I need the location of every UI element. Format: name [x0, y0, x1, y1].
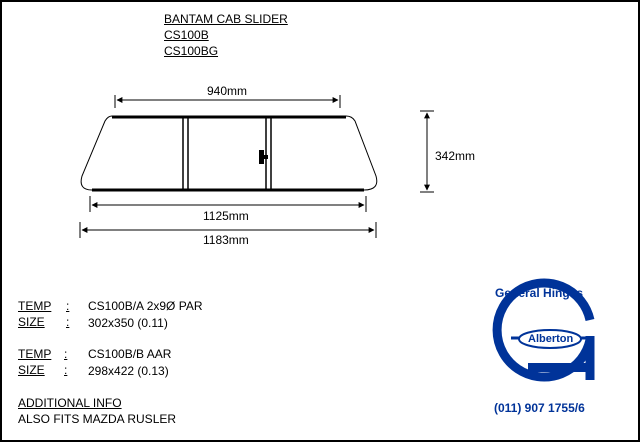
temp2-value: CS100B/B AAR: [88, 347, 172, 361]
size2-label: SIZE: [18, 363, 45, 377]
company-phone: (011) 907 1755/6: [494, 401, 585, 415]
title-line-3: CS100BG: [164, 44, 219, 58]
height-label: 342mm: [435, 149, 476, 163]
temp2-colon: :: [64, 347, 68, 361]
temp1-label: TEMP: [18, 299, 52, 313]
title-line-2: CS100B: [164, 28, 209, 42]
title-line-1: BANTAM CAB SLIDER: [164, 12, 288, 26]
size1-label: SIZE: [18, 315, 45, 329]
company-name: General Hinges: [495, 286, 584, 300]
size2-value: 298x422 (0.13): [88, 364, 169, 378]
temp1-colon: :: [66, 299, 70, 313]
top-width-label: 940mm: [207, 84, 248, 98]
overall-width-label: 1183mm: [203, 233, 249, 247]
bottom-width-label: 1125mm: [203, 209, 249, 223]
latch-handle: [259, 150, 264, 164]
size1-colon: :: [66, 315, 70, 329]
size2-colon: :: [64, 363, 68, 377]
slider-window-outline: [81, 116, 377, 190]
additional-info-text: ALSO FITS MAZDA RUSLER: [18, 412, 177, 426]
additional-info-heading: ADDITIONAL INFO: [18, 396, 122, 410]
temp1-value: CS100B/A 2x9Ø PAR: [88, 299, 203, 313]
temp2-label: TEMP: [18, 347, 52, 361]
logo-text: Alberton: [528, 333, 574, 345]
dimension-height: [420, 111, 434, 192]
size1-value: 302x350 (0.11): [88, 316, 168, 330]
